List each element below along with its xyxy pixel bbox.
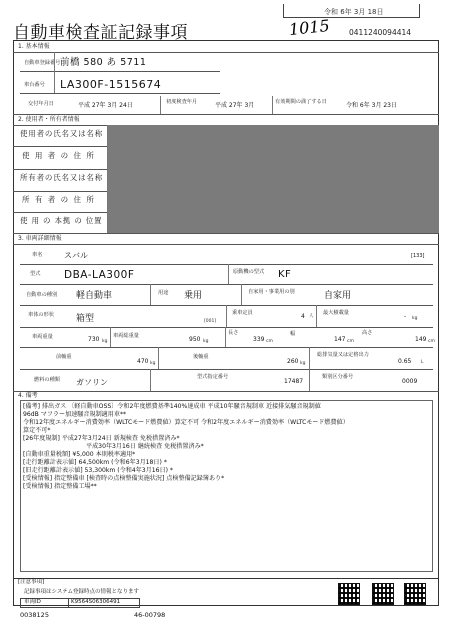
section-basic-label: 1. 基本情報 xyxy=(18,43,50,50)
capacity-unit: 人 xyxy=(309,314,314,319)
fuel-label: 燃料の種類 xyxy=(34,377,60,383)
make-value: スバル xyxy=(64,251,88,260)
gross-weight-label: 車両総重量 xyxy=(113,333,139,339)
qr-code-3 xyxy=(404,583,426,605)
first-reg-label: 初度検査年月 xyxy=(166,99,198,105)
class-no-value: 0009 xyxy=(402,378,418,385)
note-line: [受検情報] 指定整備工場** xyxy=(23,483,97,490)
reminder-label: [注意事項] xyxy=(18,579,45,585)
rear-axle-value: 260 xyxy=(287,358,299,365)
footer-code-right: 46-00798 xyxy=(134,611,166,619)
height-value: 149 xyxy=(415,336,427,343)
body-code: [001] xyxy=(204,319,217,324)
chassis-label: 車台番号 xyxy=(24,82,45,88)
vehicle-id-value: K9564S06306491 xyxy=(71,599,121,605)
height-label: 高さ xyxy=(362,330,373,336)
engine-label: 原動機の型式 xyxy=(233,269,265,275)
purpose-value: 自家用 xyxy=(324,291,352,301)
section-vehicle-label: 3. 車両詳細情報 xyxy=(18,235,62,242)
displacement-label: 総排気量又は定格出力 xyxy=(317,352,369,358)
width-label: 幅 xyxy=(290,331,296,337)
expiry-label: 有効期間の満了する日 xyxy=(275,99,327,105)
issue-date-label: 交付年月日 xyxy=(28,101,54,107)
model-value: DBA-LA300F xyxy=(64,269,135,281)
note-line: 令和12年度エネルギー消費効率（WLTCモード燃費値）算定不可 令和2年度エネルギー消費効率（WLTCモード燃費値） xyxy=(23,419,349,426)
capacity-value: 4 xyxy=(301,313,305,320)
front-axle-value: 470 xyxy=(137,358,149,365)
note-line: [旧走行距離計表示値] 53,300km (令和4年3月16日) * xyxy=(23,467,173,474)
vehicle-id-label: 車両ID xyxy=(24,599,41,605)
body-value: 箱型 xyxy=(76,314,95,324)
issue-date-stamp: 令和 6年 3月 18日 xyxy=(283,4,420,18)
handwritten-number: 1015 xyxy=(288,15,331,40)
qr-code-2 xyxy=(372,583,394,605)
user-address-label: 使 用 者 の 住 所 xyxy=(22,151,96,160)
rear-axle-label: 後軸重 xyxy=(193,354,209,360)
length-label: 長さ xyxy=(228,330,239,336)
front-axle-unit: kg xyxy=(150,361,156,366)
make-code: [133] xyxy=(411,253,425,259)
document-number: 0411240094414 xyxy=(349,28,412,37)
engine-value: KF xyxy=(278,269,292,280)
type-no-value: 17487 xyxy=(284,378,304,385)
displacement-unit: L xyxy=(421,360,424,365)
max-load-value: - xyxy=(404,313,407,320)
kind-value: 軽自動車 xyxy=(76,291,113,301)
width-value: 147 xyxy=(334,336,346,343)
section-notes-label: 4. 備考 xyxy=(18,392,38,399)
section-owner-label: 2. 使用者・所有者情報 xyxy=(18,116,80,123)
issue-date-value: 平成 27年 3月 24日 xyxy=(78,102,133,109)
note-line: 平成30年3月16日 継続検査 免税措置済み* xyxy=(86,443,204,450)
fuel-value: ガソリン xyxy=(76,378,108,387)
gross-weight-unit: kg xyxy=(203,339,209,344)
model-label: 型式 xyxy=(30,271,41,277)
note-line: 算定不可* xyxy=(23,427,51,434)
expiry-value: 令和 6年 3月 23日 xyxy=(346,102,397,109)
reg-no-value: 前橋 580 あ 5711 xyxy=(60,57,147,68)
max-load-unit: kg xyxy=(412,316,418,321)
reg-no-label: 自動車登録番号 xyxy=(24,60,61,66)
note-line: [備考] 排出ガス 〔軽自動車OSS〕令和2年度燃費基準140%達成車 平成10年騒音規制車 近接排気騒音規制値 xyxy=(23,403,321,410)
weight-unit: kg xyxy=(102,339,108,344)
class-no-label: 類別区分番号 xyxy=(322,374,354,380)
capacity-label: 乗車定員 xyxy=(232,310,253,316)
body-label: 車体の形状 xyxy=(28,312,54,318)
width-unit: cm xyxy=(347,339,354,344)
gross-weight-value: 950 xyxy=(189,336,201,343)
user-name-label: 使用者の氏名又は名称 xyxy=(20,129,103,138)
purpose-label: 自家用・事業用の別 xyxy=(248,289,295,295)
height-unit: cm xyxy=(428,339,435,344)
weight-label: 車両重量 xyxy=(32,334,53,340)
first-reg-value: 平成 27年 3月 xyxy=(215,102,255,109)
note-line: [受検情報] 指定整備車 [検査時の点検整備実施状況] 点検整備記録簿あり* xyxy=(23,475,225,482)
owner-address-label: 所 有 者 の 住 所 xyxy=(22,195,96,204)
length-value: 339 xyxy=(253,336,265,343)
weight-value: 730 xyxy=(88,336,100,343)
note-line: [26年度規制] 平成27年3月24日 新規検査 免税措置済み* xyxy=(23,435,180,442)
length-unit: cm xyxy=(266,339,273,344)
base-location-label: 使 用 の 本拠 の 位置 xyxy=(20,216,103,225)
redacted-owner-info xyxy=(108,125,439,233)
note-line: [自動車重量税額] ¥5,000 本則税率適用* xyxy=(23,451,136,458)
owner-name-label: 所有者の氏名又は名称 xyxy=(20,173,103,182)
note-line: 96dB マフラー加速騒音規制適用車** xyxy=(23,411,127,418)
displacement-value: 0.65 xyxy=(398,358,412,365)
document-title: 自動車検査証記録事項 xyxy=(13,23,188,43)
front-axle-label: 前軸重 xyxy=(56,354,72,360)
type-no-label: 型式指定番号 xyxy=(197,374,229,380)
use-label: 用途 xyxy=(158,290,169,296)
reminder-text: 記録事項はシステム登録時点の情報となります xyxy=(24,589,139,595)
max-load-label: 最大積載量 xyxy=(323,310,349,316)
chassis-value: LA300F-1515674 xyxy=(60,78,162,91)
note-line: [走行距離計表示値] 64,500km (令和6年3月18日) * xyxy=(23,459,167,466)
use-value: 乗用 xyxy=(184,291,203,301)
rear-axle-unit: kg xyxy=(300,361,306,366)
qr-code-1 xyxy=(338,583,360,605)
kind-label: 自動車の種別 xyxy=(26,292,58,298)
make-label: 車名 xyxy=(32,252,43,258)
footer-code-left: 0038125 xyxy=(20,611,49,619)
